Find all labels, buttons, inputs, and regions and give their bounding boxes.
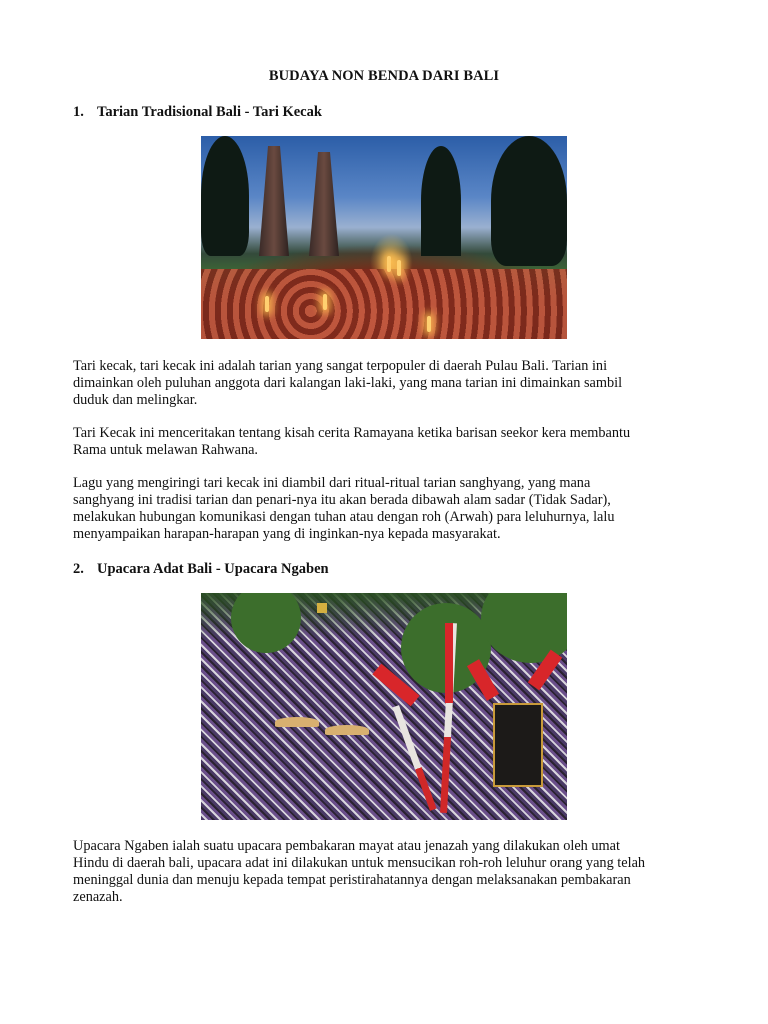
paragraph: Lagu yang mengiringi tari kecak ini diambil dari ritual-ritual tarian sanghyang, yang mana sanghyang ini tradisi tarian dan penari-nya itu akan berada dibawah alam sadar (Tidak Sadar), melakukan hubungan komunikasi dengan tuhan atau dengan roh (Arwah) para leluhurnya, lalu menyampaikan harapan-harapan yang di inginkan-nya kepada masyarakat.	[73, 475, 615, 542]
section-number: 1.	[73, 104, 84, 120]
paragraph: Tari kecak, tari kecak ini adalah tarian yang sangat terpopuler di daerah Pulau Bali. Tarian ini dimainkan oleh puluhan anggota dari kalangan laki-laki, yang mana tarian ini dimainkan sambil duduk dan melingkar.	[73, 358, 623, 408]
section-heading-2	[73, 561, 329, 578]
paragraph: Upacara Ngaben ialah suatu upacara pembakaran mayat atau jenazah yang dilakukan oleh umat Hindu di daerah bali, upacara adat ini dilakukan untuk mensucikan roh-roh leluhur orang yang telah meninggal dunia dan menuju kepada tempat peristirahatannya dengan melaksanakan pembakaran zenazah.	[73, 838, 646, 905]
section-heading-1	[73, 104, 322, 121]
section-number: 2.	[73, 561, 84, 577]
ngaben-ceremony-image	[201, 593, 567, 820]
section-title: Tarian Tradisional Bali - Tari Kecak	[97, 104, 322, 120]
document-title: BUDAYA NON BENDA DARI BALI	[268, 68, 500, 84]
paragraph: Tari Kecak ini menceritakan tentang kisah cerita Ramayana ketika barisan seekor kera membantu Rama untuk melawan Rahwana.	[73, 425, 631, 458]
section-title: Upacara Adat Bali - Upacara Ngaben	[97, 561, 329, 577]
kecak-dance-image	[201, 136, 567, 339]
